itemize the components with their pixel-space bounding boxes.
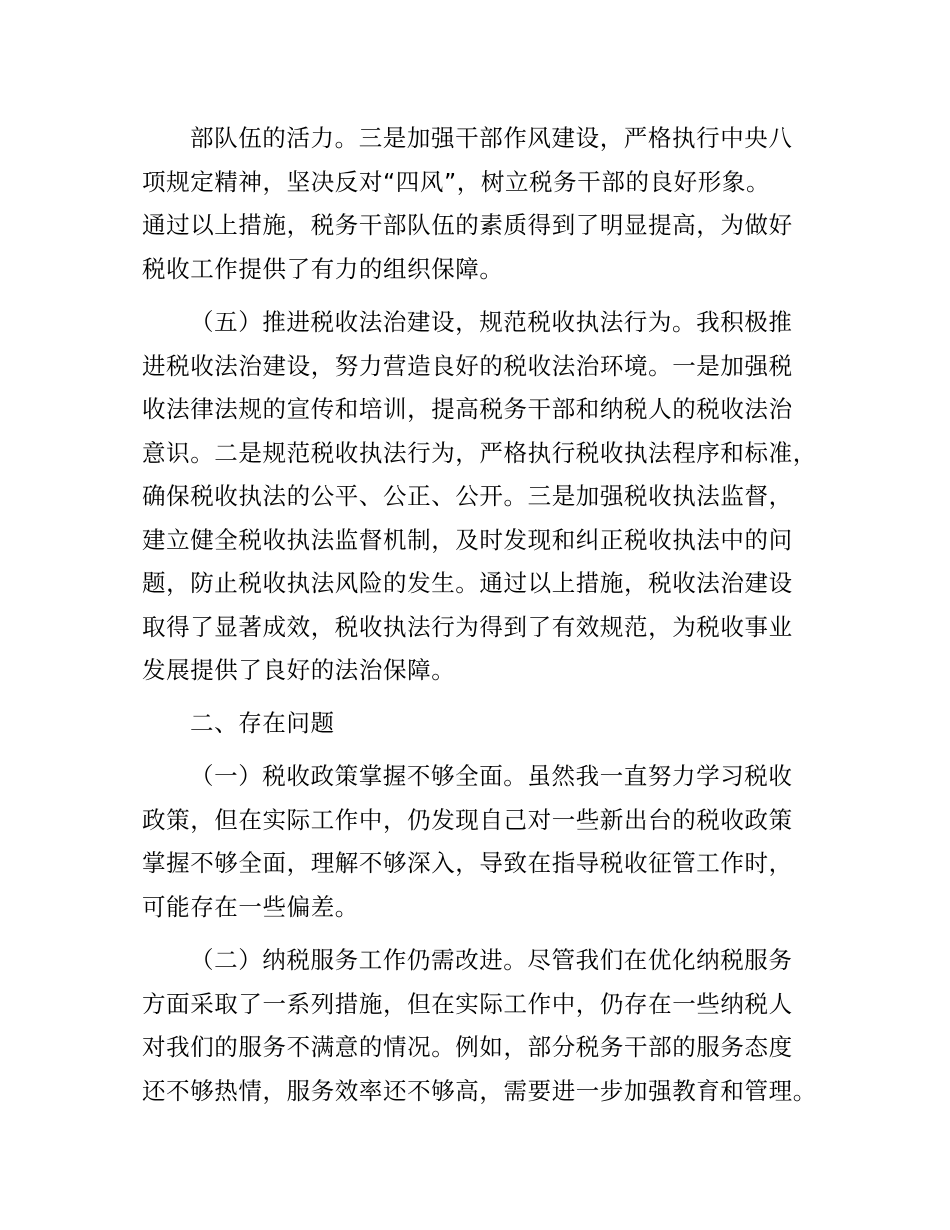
text-line: 发展提供了良好的法治保障。 (142, 656, 456, 684)
text-line: 建立健全税收执法监督机制，及时发现和纠正税收执法中的问 (142, 526, 793, 554)
text-line: 还不够热情，服务效率还不够高，需要进一步加强教育和管理。 (142, 1077, 817, 1105)
text-line: 确保税收执法的公平、公正、公开。三是加强税收执法监督， (142, 482, 793, 510)
text-line: 项规定精神，坚决反对“四风”，树立税务干部的良好形象。 (142, 168, 771, 196)
text-line: 方面采取了一系列措施，但在实际工作中，仍存在一些纳税人 (142, 990, 793, 1018)
text-line: （五）推进税收法治建设，规范税收执法行为。我积极推 (190, 308, 793, 336)
text-line: 政策，但在实际工作中，仍发现自己对一些新出台的税收政策 (142, 806, 793, 834)
text-line: 取得了显著成效，税收执法行为得到了有效规范，为税收事业 (142, 613, 793, 641)
text-line: 掌握不够全面，理解不够深入，导致在指导税收征管工作时， (142, 849, 793, 877)
text-line: 可能存在一些偏差。 (142, 893, 359, 921)
section-heading: 二、存在问题 (190, 709, 335, 737)
text-line: 部队伍的活力。三是加强干部作风建设，严格执行中央八 (190, 124, 793, 152)
text-line: （二）纳税服务工作仍需改进。尽管我们在优化纳税服务 (190, 946, 793, 974)
text-line: 通过以上措施，税务干部队伍的素质得到了明显提高，为做好 (142, 211, 793, 239)
text-line: 进税收法治建设，努力营造良好的税收法治环境。一是加强税 (142, 352, 793, 380)
text-line: 对我们的服务不满意的情况。例如，部分税务干部的服务态度 (142, 1033, 793, 1061)
text-line: 税收工作提供了有力的组织保障。 (142, 255, 504, 283)
text-line: （一）税收政策掌握不够全面。虽然我一直努力学习税收 (190, 762, 793, 790)
text-line: 题，防止税收执法风险的发生。通过以上措施，税收法治建设 (142, 569, 793, 597)
text-line: 意识。二是规范税收执法行为，严格执行税收执法程序和标准， (142, 439, 817, 467)
text-line: 收法律法规的宣传和培训，提高税务干部和纳税人的税收法治 (142, 395, 793, 423)
